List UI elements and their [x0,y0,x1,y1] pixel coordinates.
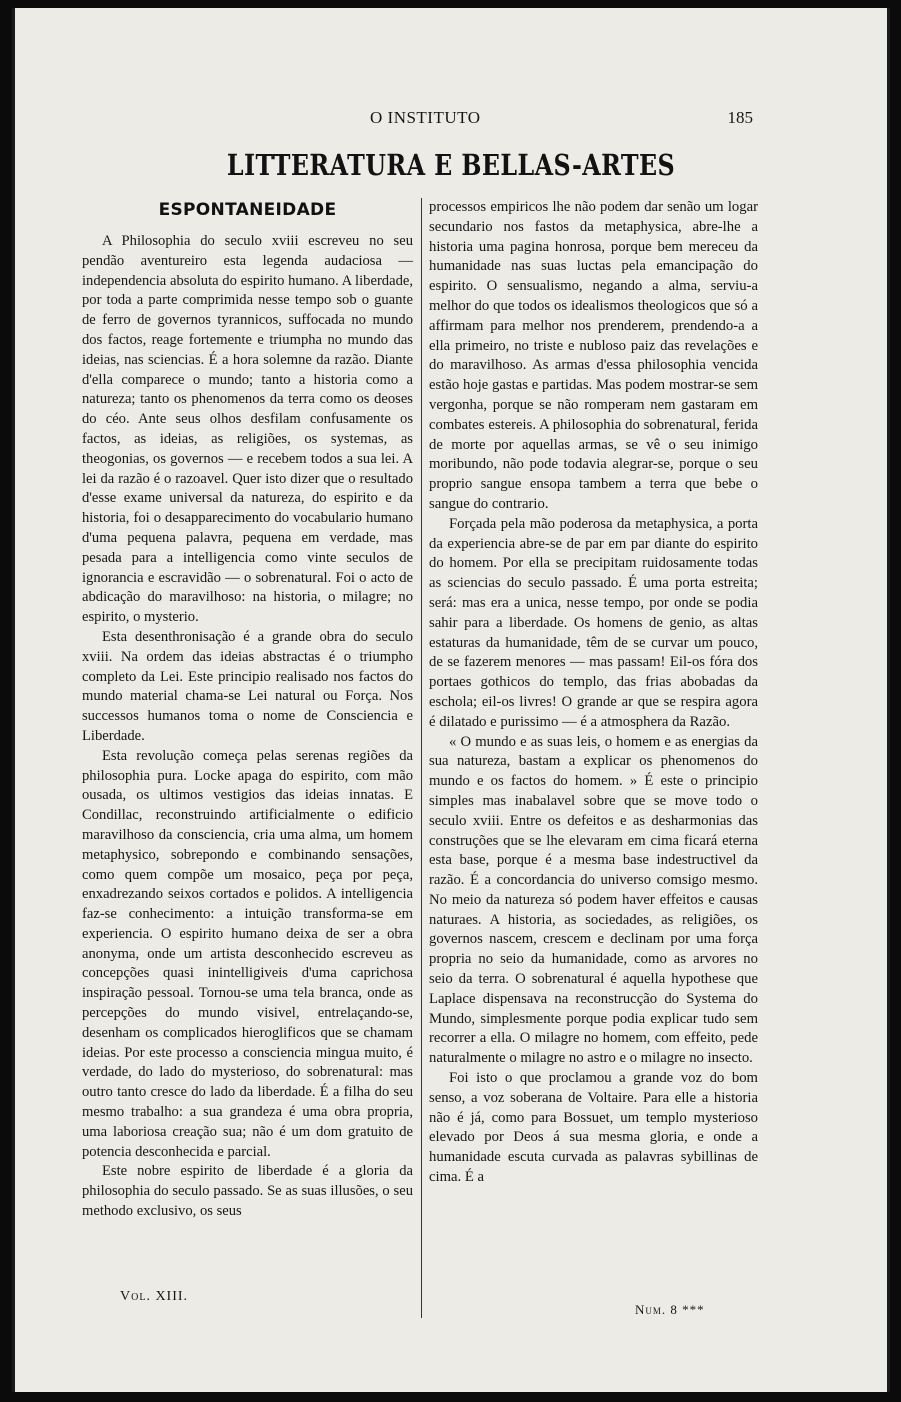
right-column [429,198,758,1188]
journal-name: O INSTITUTO [370,108,481,127]
paragraph: Esta revolução começa pelas serenas regiões da philosophia pura. Locke apaga do espirito, com mão ousada, os ultimos vestigios das ideias innatas. E Condillac, reconstruindo artificialmente o edificio maravilhoso da consciencia, cria uma alma, um homem metaphysico, sobrepondo e combinando sensações, como quem compõe um mosaico, peça por peça, enxadrezando seixos cortados e polidos. A intelligencia faz-se conhecimento: a intuição transforma-se em experiencia. O espirito humano deixa de ser a obra anonyma, onde um artista desconhecido escreveu as concepções quasi inintelligiveis d'uma caprichosa inspiração pessoal. Tornou-se uma tela branca, onde as percepções do mundo visivel, entrelaçando-se, desenham os complicados hieroglificos que se chamam ideias. Por este processo a consciencia mingua muito, é verdade, do lado do mysterioso, do sobrenatural: mas outro tanto cresce do lado da liberdade. É a filha do seu mesmo trabalho: a sua grandeza é uma obra propria, uma laboriosa creação sua; não é um dom gratuito de potencia desconhecida e parcial. [82,747,413,1160]
paragraph: Foi isto o que proclamou a grande voz do bom senso, a voz soberana de Voltaire. Para elle a historia não é já, como para Bossuet, um templo mysterioso elevado por Deos á sua mesma gloria, e onde a humanidade escuta curvada as palavras sybillinas de cima. É a [429,1070,758,1186]
paragraph: Esta desenthronisação é a grande obra do seculo xviii. Na ordem das ideias abstractas é o triumpho completo da Lei. Este principio realisado nos factos do mundo material chama-se Lei natural ou Força. Nos successos humanos toma o nome de Consciencia e Liberdade. [82,628,413,744]
left-column [82,198,413,1222]
running-head [15,108,887,132]
page-number: 185 [727,108,753,127]
page-sheet [12,8,890,1392]
volume-signature: Vol. XIII. [120,1289,189,1304]
issue-signature: Num. 8 *** [635,1302,705,1317]
paragraph: Este nobre espirito de liberdade é a gloria da philosophia do seculo passado. Se as suas illusões, o seu methodo exclusivo, os seus [82,1163,413,1220]
paragraph: Forçada pela mão poderosa da metaphysica, a porta da experiencia abre-se de par em par diante do espirito do homem. Por ella se precipitam ruidosamente todas as sciencias do seculo passado. É uma porta estreita; será: mas era a unica, nesse tempo, por onde se podia sahir para a liberdade. Os homens de genio, as altas estaturas da humanidade, têm de se curvar um pouco, de se fazerem menores — mas passam! Eil-os fóra dos portaes gothicos do templo, das frias abobadas da eschola; eil-os livres! O grande ar que se respira agora é dilatado e purissimo — é a atmosphera da Razão. [429,515,758,730]
column-divider [421,198,422,1318]
section-title: LITTERATURA E BELLAS-ARTES [226,148,676,182]
article-title: ESPONTANEIDADE [158,200,337,220]
paragraph: « O mundo e as suas leis, o homem e as energias da sua natureza, bastam a explicar os phenomenos do mundo e os factos do homem. » É este o principio simples mas inabalavel sobre que se move todo o seculo xviii. Entre os defeitos e as desharmonias das construções que se lhe elevaram em cima ficará eterna esta base, porque é a mesma base indestructivel da razão. É a concordancia do universo comsigo mesmo. No meio da natureza só podem haver effeitos e causas naturaes. A historia, as sociedades, as religiões, os governos nascem, crescem e declinam por uma força propria no seio da humanidade, como as arvores no seio da terra. O sobrenatural é aquella hypothese que Laplace dispensava na reconstrucção do Systema do Mundo, simplesmente porque podia explicar tudo sem recorrer a ella. O milagre no homem, com effeito, pede naturalmente o milagre no astro e o milagre no insecto. [429,733,758,1067]
paragraph: A Philosophia do seculo xviii escreveu no seu pendão aventureiro esta legenda audaciosa — independencia absoluta do espirito humano. A liberdade, por toda a parte comprimida nesse tempo sob o guante de ferro de governos tyrannicos, suffocada no mundo dos factos, reage fortemente e triumpha no mundo das ideias, nas sciencias. É a hora solemne da razão. Diante d'ella comparece o mundo; tanto a historia como a natureza; tanto os phenomenos da terra como os deoses do céo. Ante seus olhos desfilam confusamente os factos, as ideias, as religiões, os systemas, as theogonias, os governos — e recebem todos a sua lei. A lei da razão é o razoavel. Quer isto dizer que o resultado d'esse exame universal da natureza, do espirito e da historia, foi o desapparecimento do vocabulario humano d'uma pequena palavra, pequena em verdade, mas pesada para a intelligencia como vinte seculos de ignorancia e escravidão — o sobrenatural. Foi o acto de abdicação do maravilhoso: na historia, o milagre; no espirito, o mysterio. [82,233,413,626]
paragraph: processos empiricos lhe não podem dar senão um logar secundario nos fastos da metaphysica, abre-lhe a historia uma pagina honrosa, porque bem mereceu da humanidade nas suas luctas pela emancipação do espirito. O sensualismo, negando a alma, serviu-a melhor do que todos os idealismos theologicos que só a affirmam para melhor nos prenderem, prendendo-a a ella primeiro, no triste e nubloso paiz das revelações e do maravilhoso. As armas d'essa philosophia vencida estão hoje gastas e partidas. Mas podem mostrar-se sem vergonha, porque se não romperam nem gastaram em combates estereis. A philosophia do sobrenatural, ferida de morte por aquellas armas, se vê o seu inimigo moribundo, não pode todavia alegrar-se, porque o seu proprio sangue ensopa tambem a terra que bebe o sangue do contrario. [429,199,758,512]
